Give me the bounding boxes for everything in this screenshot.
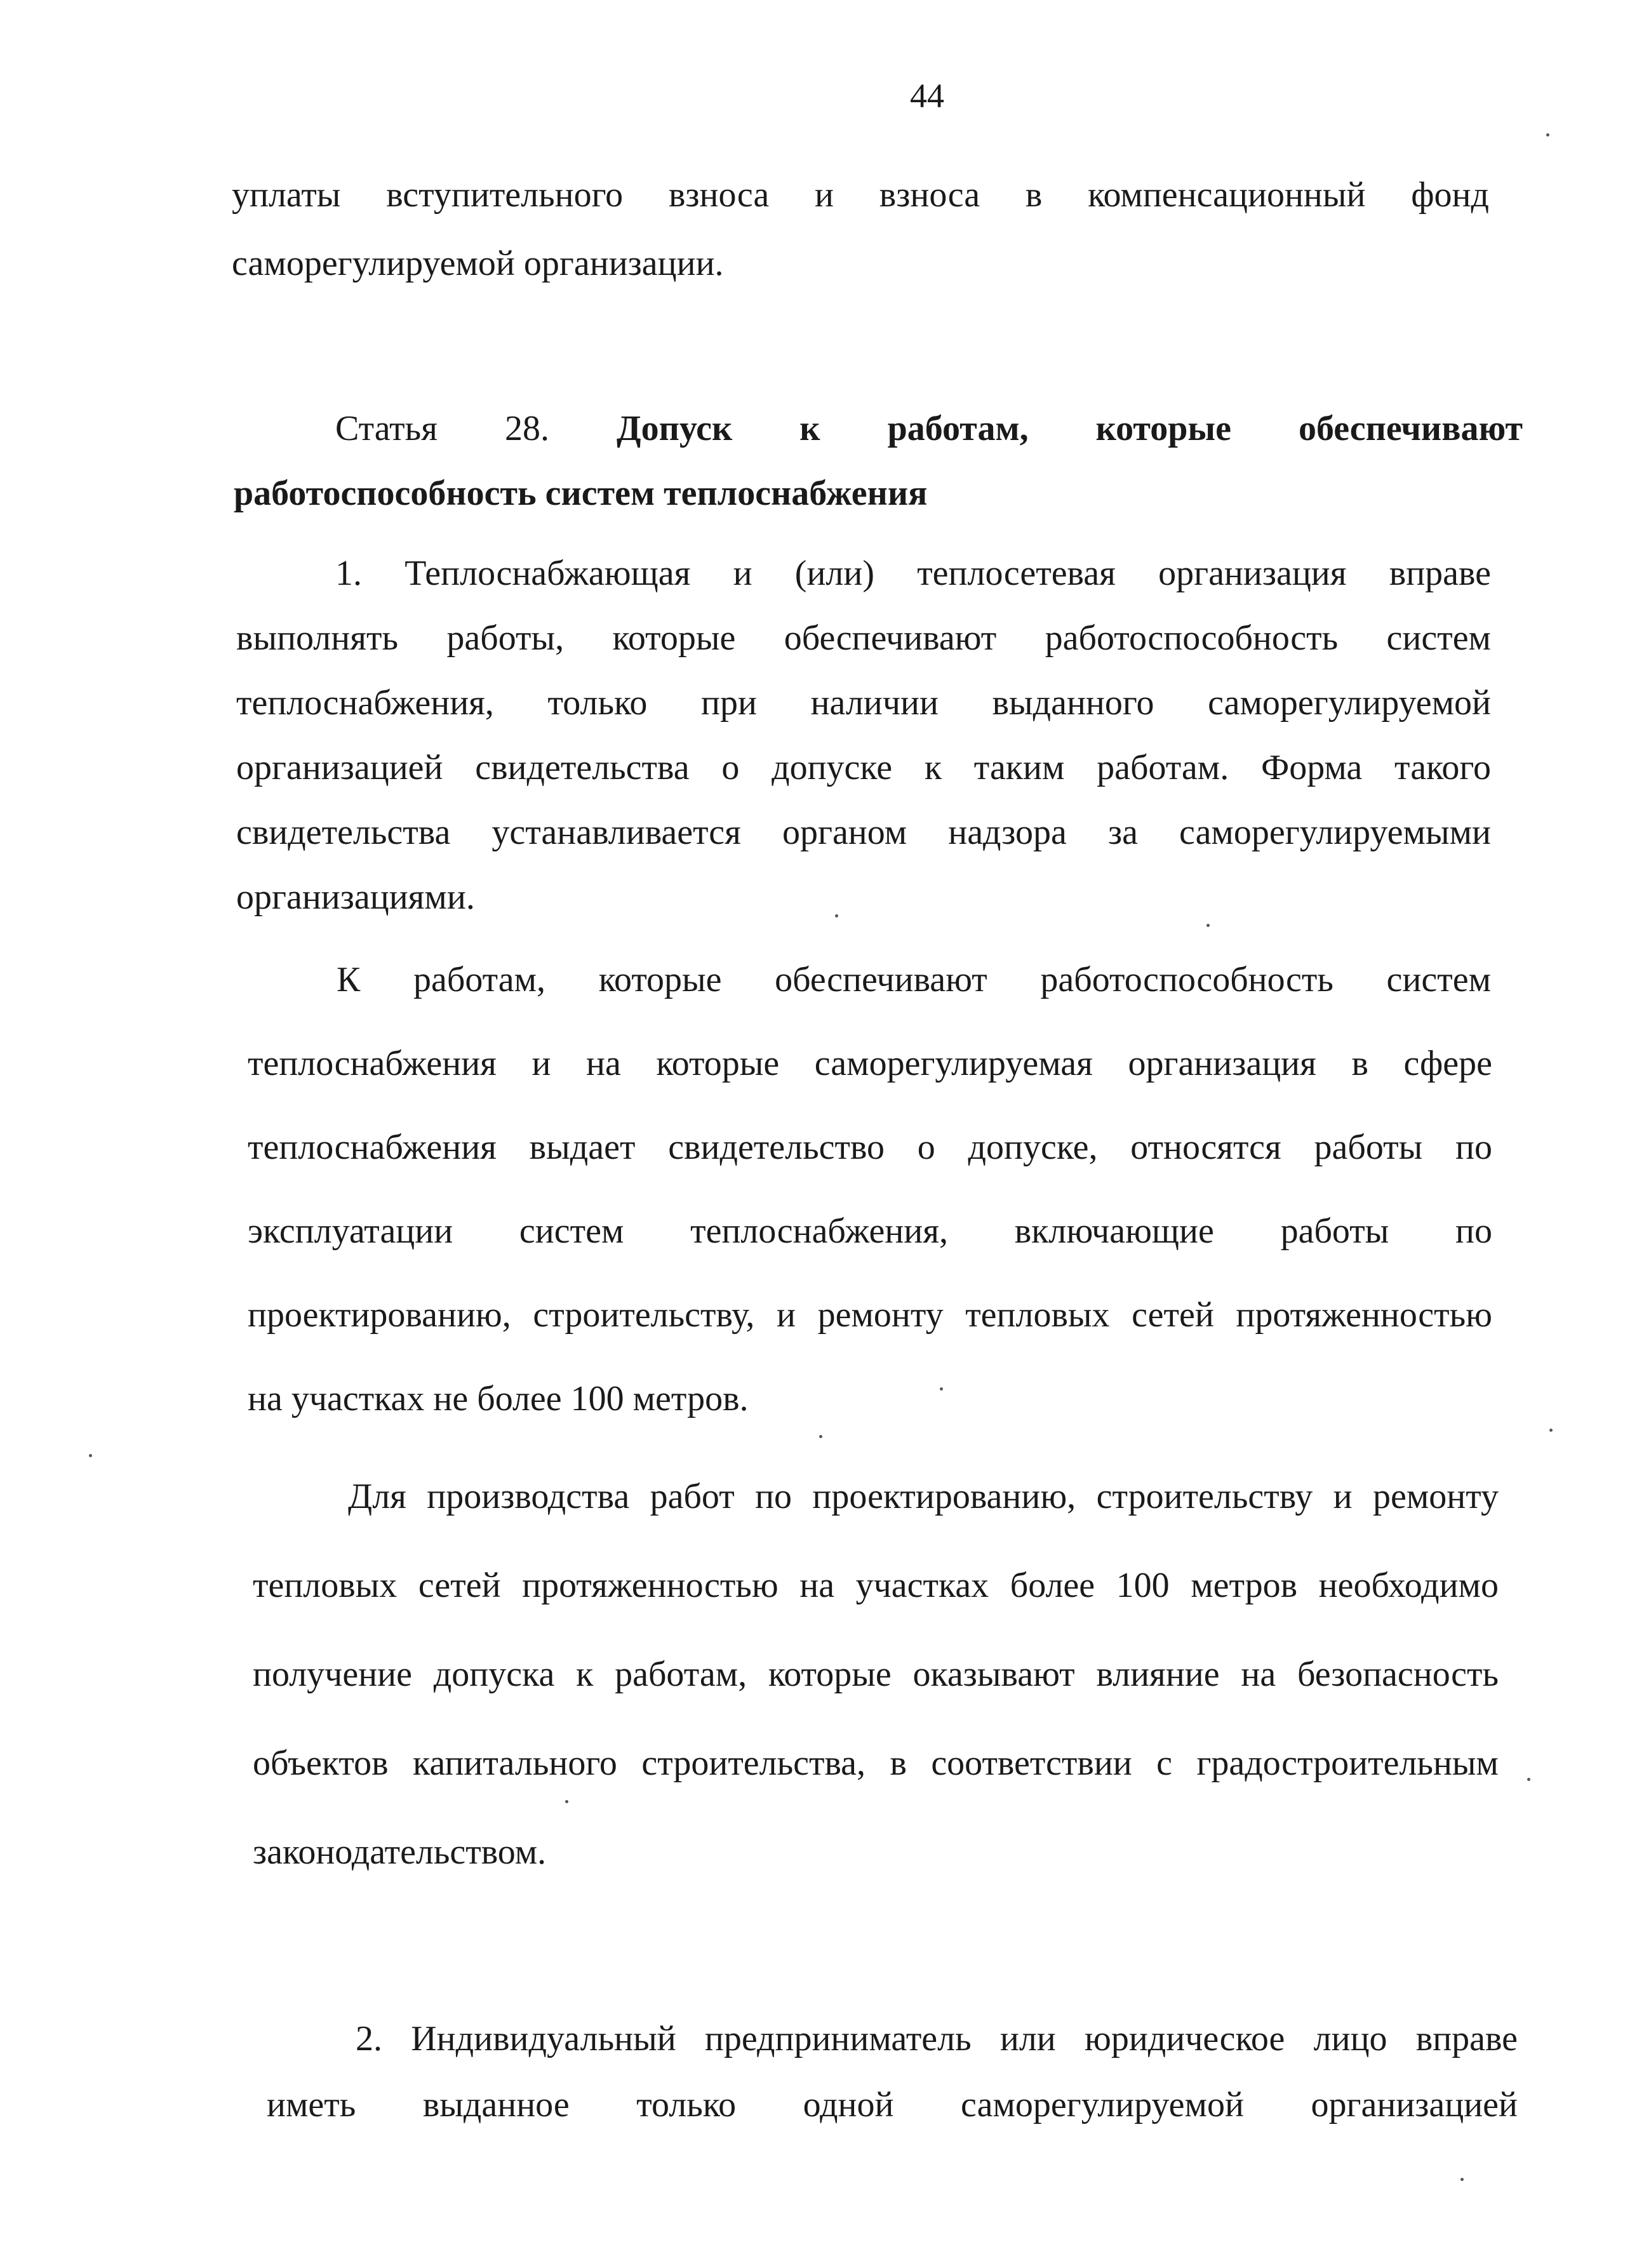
text-line: на участках не более 100 метров.: [248, 1379, 749, 1418]
text-line: получение допуска к работам, которые оказывают влияние на безопасность: [253, 1655, 1499, 1694]
text-line: теплоснабжения и на которые саморегулируемая организация в сфере: [248, 1044, 1492, 1083]
text-line: 2. Индивидуальный предприниматель или юридическое лицо вправе: [356, 2019, 1518, 2058]
text-line: эксплуатации систем теплоснабжения, включающие работы по: [248, 1211, 1492, 1251]
text-line: законодательством.: [253, 1832, 547, 1872]
scan-speck: [1460, 2178, 1464, 2181]
text-line: К работам, которые обеспечивают работоспособность систем: [337, 960, 1491, 999]
scan-speck: [565, 1800, 568, 1803]
scan-speck: [89, 1454, 92, 1457]
text-line: объектов капитального строительства, в соответствии с градостроительным: [253, 1744, 1499, 1783]
text-line: иметь выданное только одной саморегулируемой организацией: [267, 2085, 1518, 2125]
text-line: свидетельства устанавливается органом надзора за саморегулируемыми: [236, 813, 1491, 852]
text-line: организацией свидетельства о допуске к таким работам. Форма такого: [236, 748, 1491, 787]
scan-speck: [1527, 1778, 1530, 1781]
scan-speck: [835, 914, 838, 917]
text-line: теплоснабжения, только при наличии выданного саморегулируемой: [236, 683, 1491, 723]
text-line: тепловых сетей протяженностью на участках более 100 метров необходимо: [253, 1566, 1499, 1605]
scan-speck: [1206, 924, 1210, 927]
scan-speck: [819, 1435, 822, 1438]
text-line: теплоснабжения выдает свидетельство о допуске, относятся работы по: [248, 1128, 1492, 1167]
article-title-part: Допуск к работам, которые обеспечивают: [617, 409, 1523, 448]
scan-speck: [1549, 1429, 1553, 1432]
article-title-continuation: работоспособность систем теплоснабжения: [234, 474, 928, 513]
text-line: Для производства работ по проектированию, строительству и ремонту: [348, 1477, 1499, 1516]
text-line: проектированию, строительству, и ремонту тепловых сетей протяженностью: [248, 1295, 1492, 1335]
article-number: Статья 28.: [335, 409, 549, 448]
scan-speck: [1546, 133, 1549, 137]
text-line: уплаты вступительного взноса и взноса в компенсационный фонд: [232, 175, 1489, 215]
text-line: организациями.: [236, 877, 475, 917]
text-line: выполнять работы, которые обеспечивают работоспособность систем: [236, 618, 1491, 658]
article-heading: [335, 406, 1523, 451]
text-line: 1. Теплоснабжающая и (или) теплосетевая организация вправе: [335, 554, 1491, 593]
page-number: 44: [910, 77, 944, 115]
text-line: саморегулируемой организации.: [232, 244, 724, 283]
scan-speck: [940, 1387, 943, 1391]
